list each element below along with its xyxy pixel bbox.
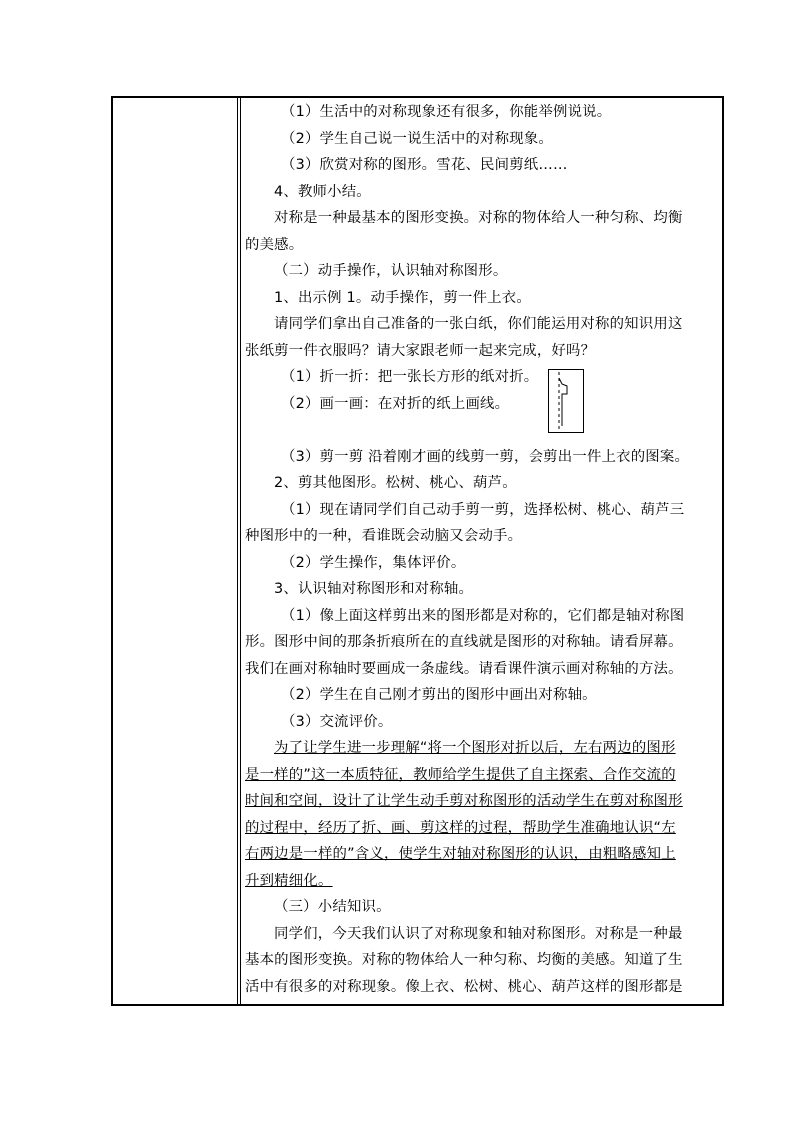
text-line: （3）欣赏对称的图形。雪花、民间剪纸……: [281, 157, 568, 173]
text-line: 2、剪其他图形。松树、桃心、葫芦。: [274, 475, 517, 491]
left-column-cell: [113, 98, 238, 1004]
text-line: 对称是一种最基本的图形变换。对称的物体给人一种匀称、均衡: [274, 210, 683, 226]
shirt-outline-drawing: [549, 370, 585, 434]
text-line: （1）生活中的对称现象还有很多，你能举例说说。: [281, 104, 612, 120]
text-line: （2）学生自己说一说生活中的对称现象。: [281, 130, 553, 147]
text-line: （1）折一折：把一张长方形的纸对折。: [281, 369, 539, 385]
design-note-line: 时间和空间，设计了让学生动手剪对称图形的活动学生在剪对称图形: [245, 793, 683, 809]
text-line: （2）学生在自己刚才剪出的图形中画出对称轴。: [281, 687, 597, 703]
section-heading: （二）动手操作，认识轴对称图形。: [274, 263, 508, 279]
text-line: 的美感。: [245, 236, 304, 253]
text-line: 我们在画对称轴时要画成一条虚线。请看课件演示画对称轴的方法。: [245, 660, 683, 677]
text-line: 形。图形中间的那条折痕所在的直线就是图形的对称轴。请看屏幕。: [245, 634, 683, 650]
content-cell: [245, 99, 720, 1000]
text-line: 活中有很多的对称现象。像上衣、松树、桃心、葫芦这样的图形都是: [245, 978, 683, 995]
section-heading: （三）小结知识。: [274, 899, 391, 915]
text-line: 张纸剪一件衣服吗？请大家跟老师一起来完成，好吗？: [245, 342, 596, 359]
design-note-line: 为了让学生进一步理解“将一个图形对折以后，左右两边的图形: [274, 740, 676, 756]
lesson-table: [111, 96, 724, 1006]
text-line: 种图形中的一种，看谁既会动脑又会动手。: [245, 528, 523, 544]
text-line: 1、出示例 1。动手操作，剪一件上衣。: [274, 289, 531, 306]
design-note-line: 的过程中，经历了折、画、剪这样的过程，帮助学生准确地认识“左: [245, 819, 676, 836]
text-line: 4、教师小结。: [274, 183, 371, 200]
text-line: （1）现在请同学们自己动手剪一剪，选择松树、桃心、葫芦三: [281, 501, 685, 518]
design-note-line: 右两边是一样的”含义，使学生对轴对称图形的认识，由粗略感知上: [245, 846, 676, 862]
text-line: （1）像上面这样剪出来的图形都是对称的，它们都是轴对称图: [281, 607, 685, 624]
text-line: （2）画一画：在对折的纸上画线。: [281, 395, 510, 412]
text-line: 基本的图形变换。对称的物体给人一种匀称、均衡的美感。知道了生: [245, 952, 683, 968]
folded-paper-figure: [548, 369, 584, 433]
text-line: 请同学们拿出自己准备的一张白纸，你们能运用对称的知识用这: [274, 316, 683, 332]
figure-row: [245, 391, 720, 444]
text-line: （2）学生操作，集体评价。: [281, 554, 466, 571]
design-note-line: 是一样的”这一本质特征，教师给学生提供了自主探索、合作交流的: [245, 766, 676, 783]
text-line: 同学们，今天我们认识了对称现象和轴对称图形。对称是一种最: [274, 925, 683, 942]
text-line: （3）剪一剪 沿着刚才画的线剪一剪，会剪出一件上衣的图案。: [281, 448, 690, 465]
design-note-line: 升到精细化。: [245, 872, 333, 889]
text-line: 3、认识轴对称图形和对称轴。: [274, 581, 474, 597]
text-line: （3）交流评价。: [281, 713, 393, 730]
